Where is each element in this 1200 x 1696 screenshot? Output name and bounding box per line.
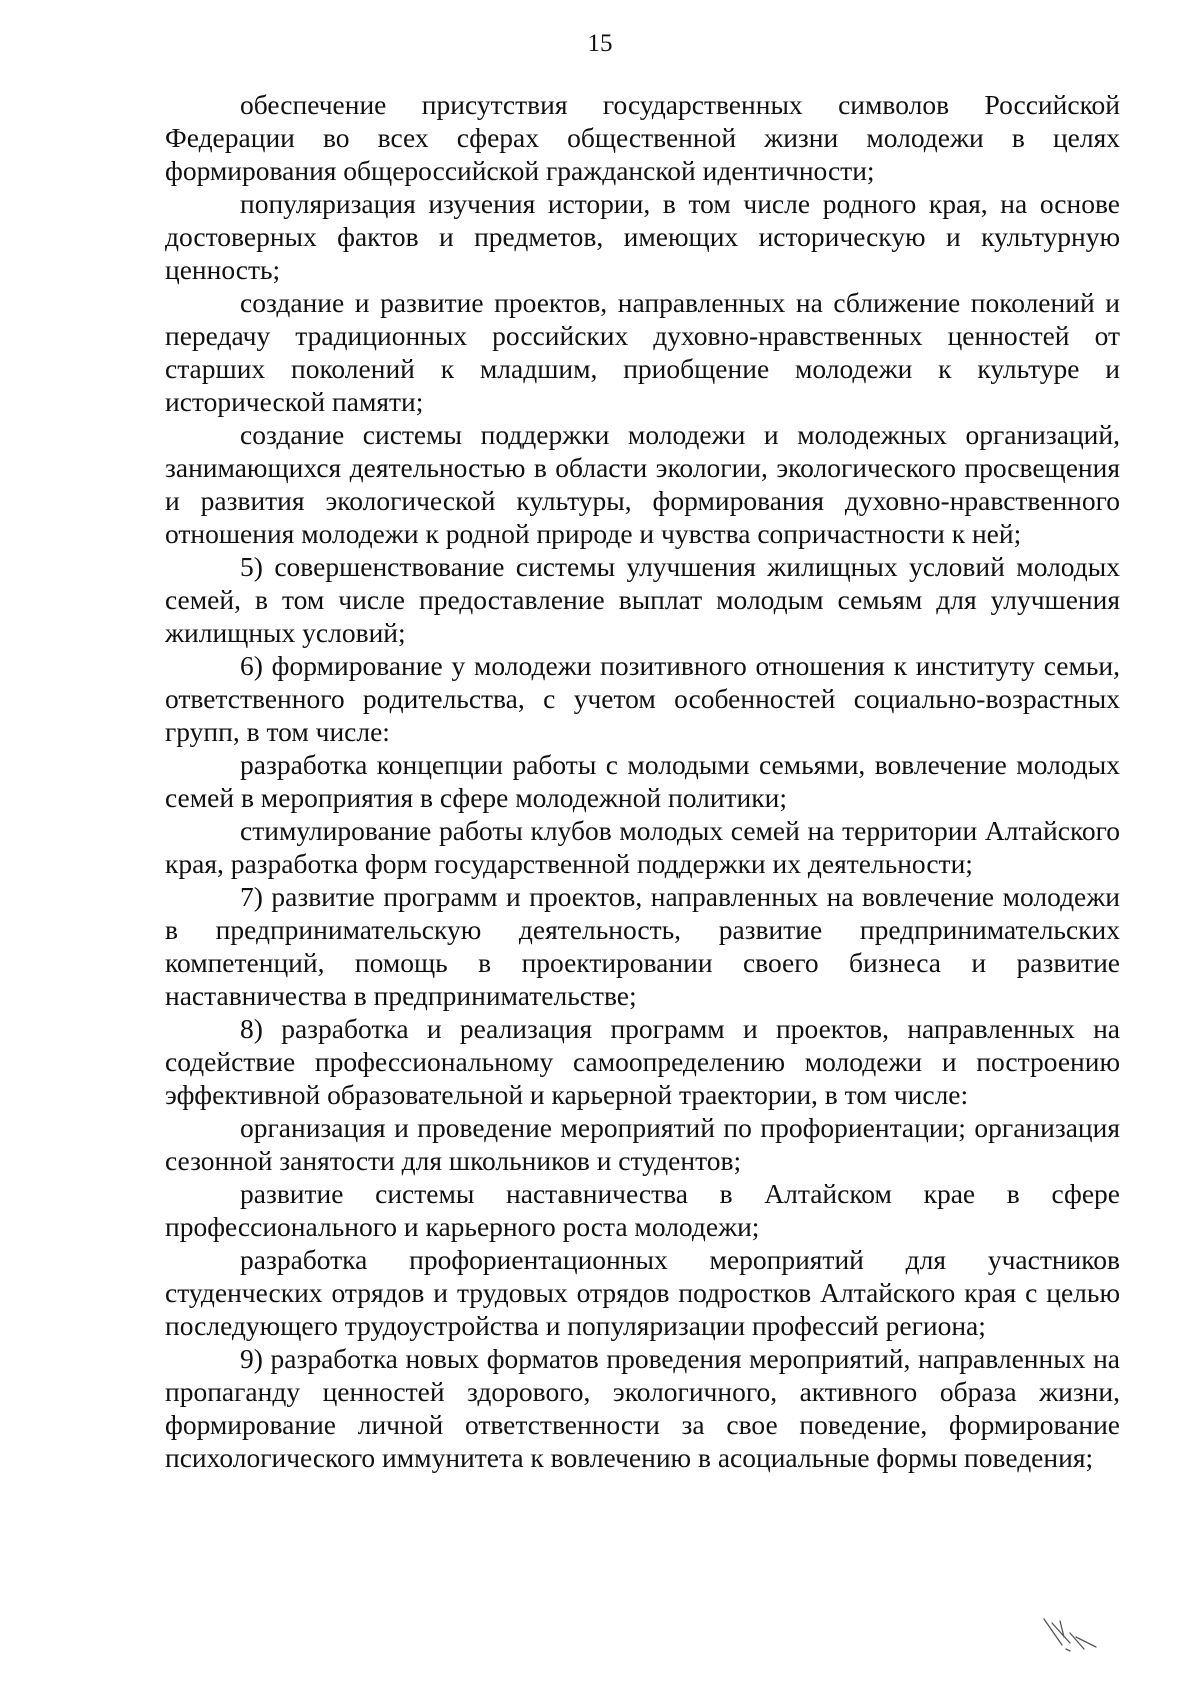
paragraph: популяризация изучения истории, в том числе родного края, на основе достоверных фактов и предметов, имеющих историческую и культурную ценность; xyxy=(165,188,1120,285)
paragraph: 6) формирование у молодежи позитивного отношения к институту семьи, ответственного родительства, с учетом особенностей социально-возрастных групп, в том числе: xyxy=(165,650,1120,747)
paragraph: разработка профориентационных мероприятий для участников студенческих отрядов и трудовых отрядов подростков Алтайского края с целью последующего трудоустройства и популяризации профессий региона; xyxy=(165,1244,1120,1341)
paragraph: создание системы поддержки молодежи и молодежных организаций, занимающихся деятельностью в области экологии, экологического просвещения и развития экологической культуры, формирования духовно-нравственного отношения молодежи к родной природе и чувства сопричастности к ней; xyxy=(165,419,1120,549)
paragraph: 7) развитие программ и проектов, направленных на вовлечение молодежи в предпринимательскую деятельность, развитие предпринимательских компетенций, помощь в проектировании своего бизнеса и развитие наставничества в предпринимательстве; xyxy=(165,881,1120,1011)
paragraph: 8) разработка и реализация программ и проектов, направленных на содействие профессиональному самоопределению молодежи и построению эффективной образовательной и карьерной траектории, в том числе: xyxy=(165,1013,1120,1110)
paragraph: развитие системы наставничества в Алтайском крае в сфере профессионального и карьерного роста молодежи; xyxy=(165,1178,1120,1242)
document-body xyxy=(165,88,1120,1474)
paragraph: 9) разработка новых форматов проведения мероприятий, направленных на пропаганду ценностей здорового, экологичного, активного образа жизни, формирование личной ответственности за свое поведение, формирование психологического иммунитета к вовлечению в асоциальные формы поведения; xyxy=(165,1343,1120,1473)
paragraph: организация и проведение мероприятий по профориентации; организация сезонной занятости для школьников и студентов; xyxy=(165,1112,1120,1176)
paragraph: обеспечение присутствия государственных символов Российской Федерации во всех сферах общественной жизни молодежи в целях формирования общероссийской гражданской идентичности; xyxy=(165,89,1120,186)
paragraph: создание и развитие проектов, направленных на сближение поколений и передачу традиционных российских духовно-нравственных ценностей от старших поколений к младшим, приобщение молодежи к культуре и исторической памяти; xyxy=(165,287,1120,417)
paragraph: стимулирование работы клубов молодых семей на территории Алтайского края, разработка форм государственной поддержки их деятельности; xyxy=(165,815,1120,879)
handwritten-mark-icon xyxy=(1040,1615,1100,1655)
page-number: 15 xyxy=(587,30,613,57)
paragraph: 5) совершенствование системы улучшения жилищных условий молодых семей, в том числе предоставление выплат молодым семьям для улучшения жилищных условий; xyxy=(165,551,1120,648)
paragraph: разработка концепции работы с молодыми семьями, вовлечение молодых семей в мероприятия в сфере молодежной политики; xyxy=(165,749,1120,813)
